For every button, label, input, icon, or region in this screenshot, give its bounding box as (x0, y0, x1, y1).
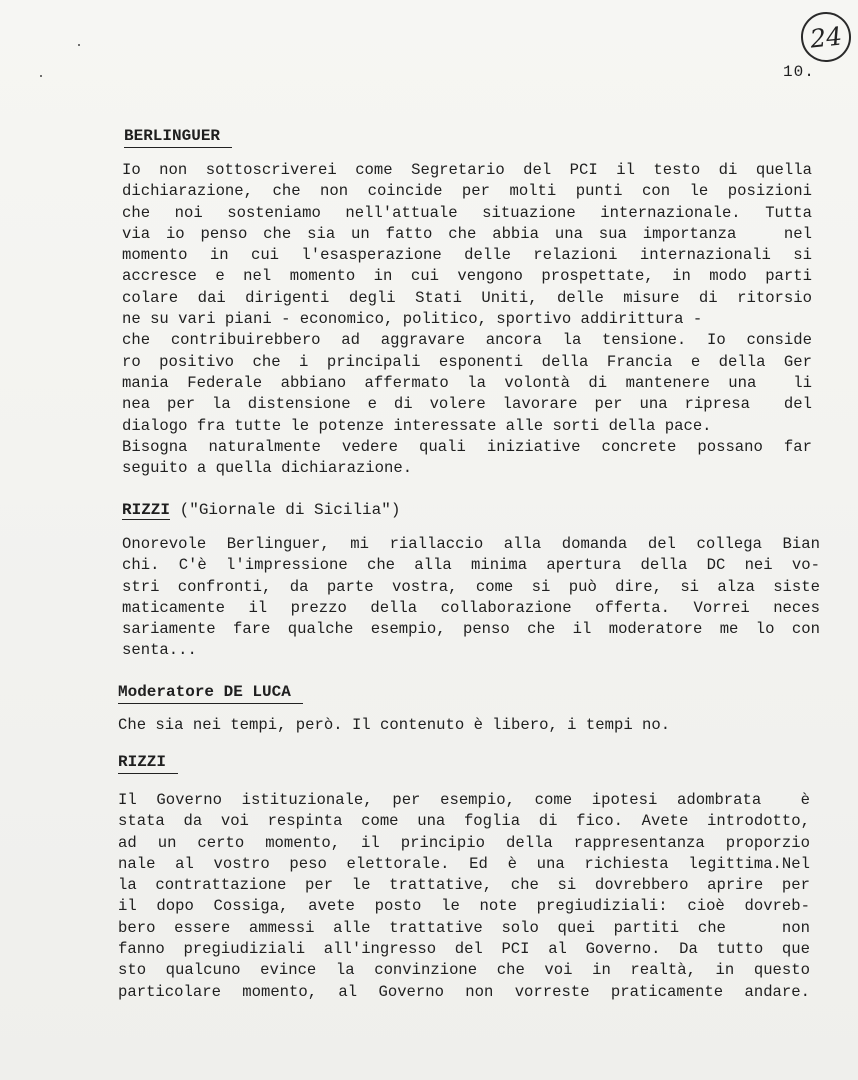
text-line: accresce e nel momento in cui vengono prospettate, in modo parti (122, 267, 812, 286)
text-line: ne su vari piani - economico, politico, sportivo addirittura - (122, 310, 703, 329)
speech-paragraph (122, 534, 820, 662)
speech-paragraph (122, 160, 812, 479)
speaker-affiliation: ("Giornale di Sicilia") (179, 501, 401, 519)
text-line: maticamente il prezzo della collaborazione offerta. Vorrei neces (122, 598, 820, 617)
text-line: mania Federale abbiano affermato la volontà di mantenere una li (122, 373, 812, 392)
text-line: bero essere ammessi alle trattative solo quei partiti che non (118, 918, 810, 937)
text-line: Io non sottoscriverei come Segretario del PCI il testo di quella (122, 161, 812, 179)
speaker-heading: RIZZI (118, 752, 178, 774)
speaker-heading (122, 500, 400, 520)
text-line: momento in cui l'esasperazione delle relazioni internazionali si (122, 246, 812, 265)
text-line: colare dai dirigenti degli Stati Uniti, delle misure di ritorsio (122, 288, 812, 307)
page-number: 10. (783, 63, 815, 81)
text-line: ad un certo momento, il principio della rappresentanza proporzio (118, 833, 810, 852)
text-line: sto qualcuno evince la convinzione che voi in realtà, in questo (118, 961, 810, 980)
speech-paragraph (118, 715, 818, 736)
speaker-heading: Moderatore DE LUCA (118, 682, 303, 704)
text-line: il dopo Cossiga, avete posto le note pregiudiziali: cioè dovreb- (118, 897, 810, 916)
text-line: sariamente fare qualche esempio, penso che il moderatore me lo con (122, 620, 820, 639)
text-line: Onorevole Berlinguer, mi riallaccio alla domanda del collega Bian (122, 535, 820, 553)
text-line: nea per la distensione e di volere lavorare per una ripresa del (122, 395, 812, 414)
text-line: dichiarazione, che non coincide per molti punti con le posizioni (122, 182, 812, 201)
speech-paragraph (118, 790, 810, 1003)
scan-speck (40, 75, 42, 77)
speaker-name: RIZZI (122, 501, 171, 519)
text-line: via io penso che sia un fatto che abbia una sua importanza nel (122, 224, 812, 243)
text-line: stri confronti, da parte vostra, come si può dire, si alza siste (122, 577, 820, 596)
text-line: stata da voi respinta come una foglia di fico. Avete introdotto, (118, 812, 810, 831)
speaker-heading: BERLINGUER (124, 126, 232, 148)
text-line: che noi sosteniamo nell'attuale situazione internazionale. Tutta (122, 203, 812, 222)
scan-speck (78, 44, 80, 46)
text-line: la contrattazione per le trattative, che si dovrebbero aprire per (118, 876, 810, 895)
text-line: senta... (122, 641, 197, 660)
text-line: Bisogna naturalmente vedere quali iniziative concrete possano far (122, 437, 812, 456)
text-line: nale al vostro peso elettorale. Ed è una richiesta legittima.Nel (118, 854, 810, 873)
text-line: Che sia nei tempi, però. Il contenuto è libero, i tempi no. (118, 716, 671, 734)
text-line: che contribuirebbero ad aggravare ancora la tensione. Io conside (122, 331, 812, 350)
text-line: Il Governo istituzionale, per esempio, come ipotesi adombrata è (118, 791, 810, 809)
text-line: particolare momento, al Governo non vorreste praticamente andare. (118, 982, 810, 1001)
archive-page-stamp (799, 10, 854, 65)
stamp-number: 24 (808, 20, 844, 54)
text-line: dialogo fra tutte le potenze interessate alle sorti della pace. (122, 416, 712, 435)
text-line: chi. C'è l'impressione che alla minima apertura della DC nei vo- (122, 556, 820, 575)
text-line: seguito a quella dichiarazione. (122, 459, 413, 478)
text-line: ro positivo che i principali esponenti della Francia e della Ger (122, 352, 812, 371)
text-line: fanno pregiudiziali all'ingresso del PCI al Governo. Da tutto que (118, 940, 810, 959)
